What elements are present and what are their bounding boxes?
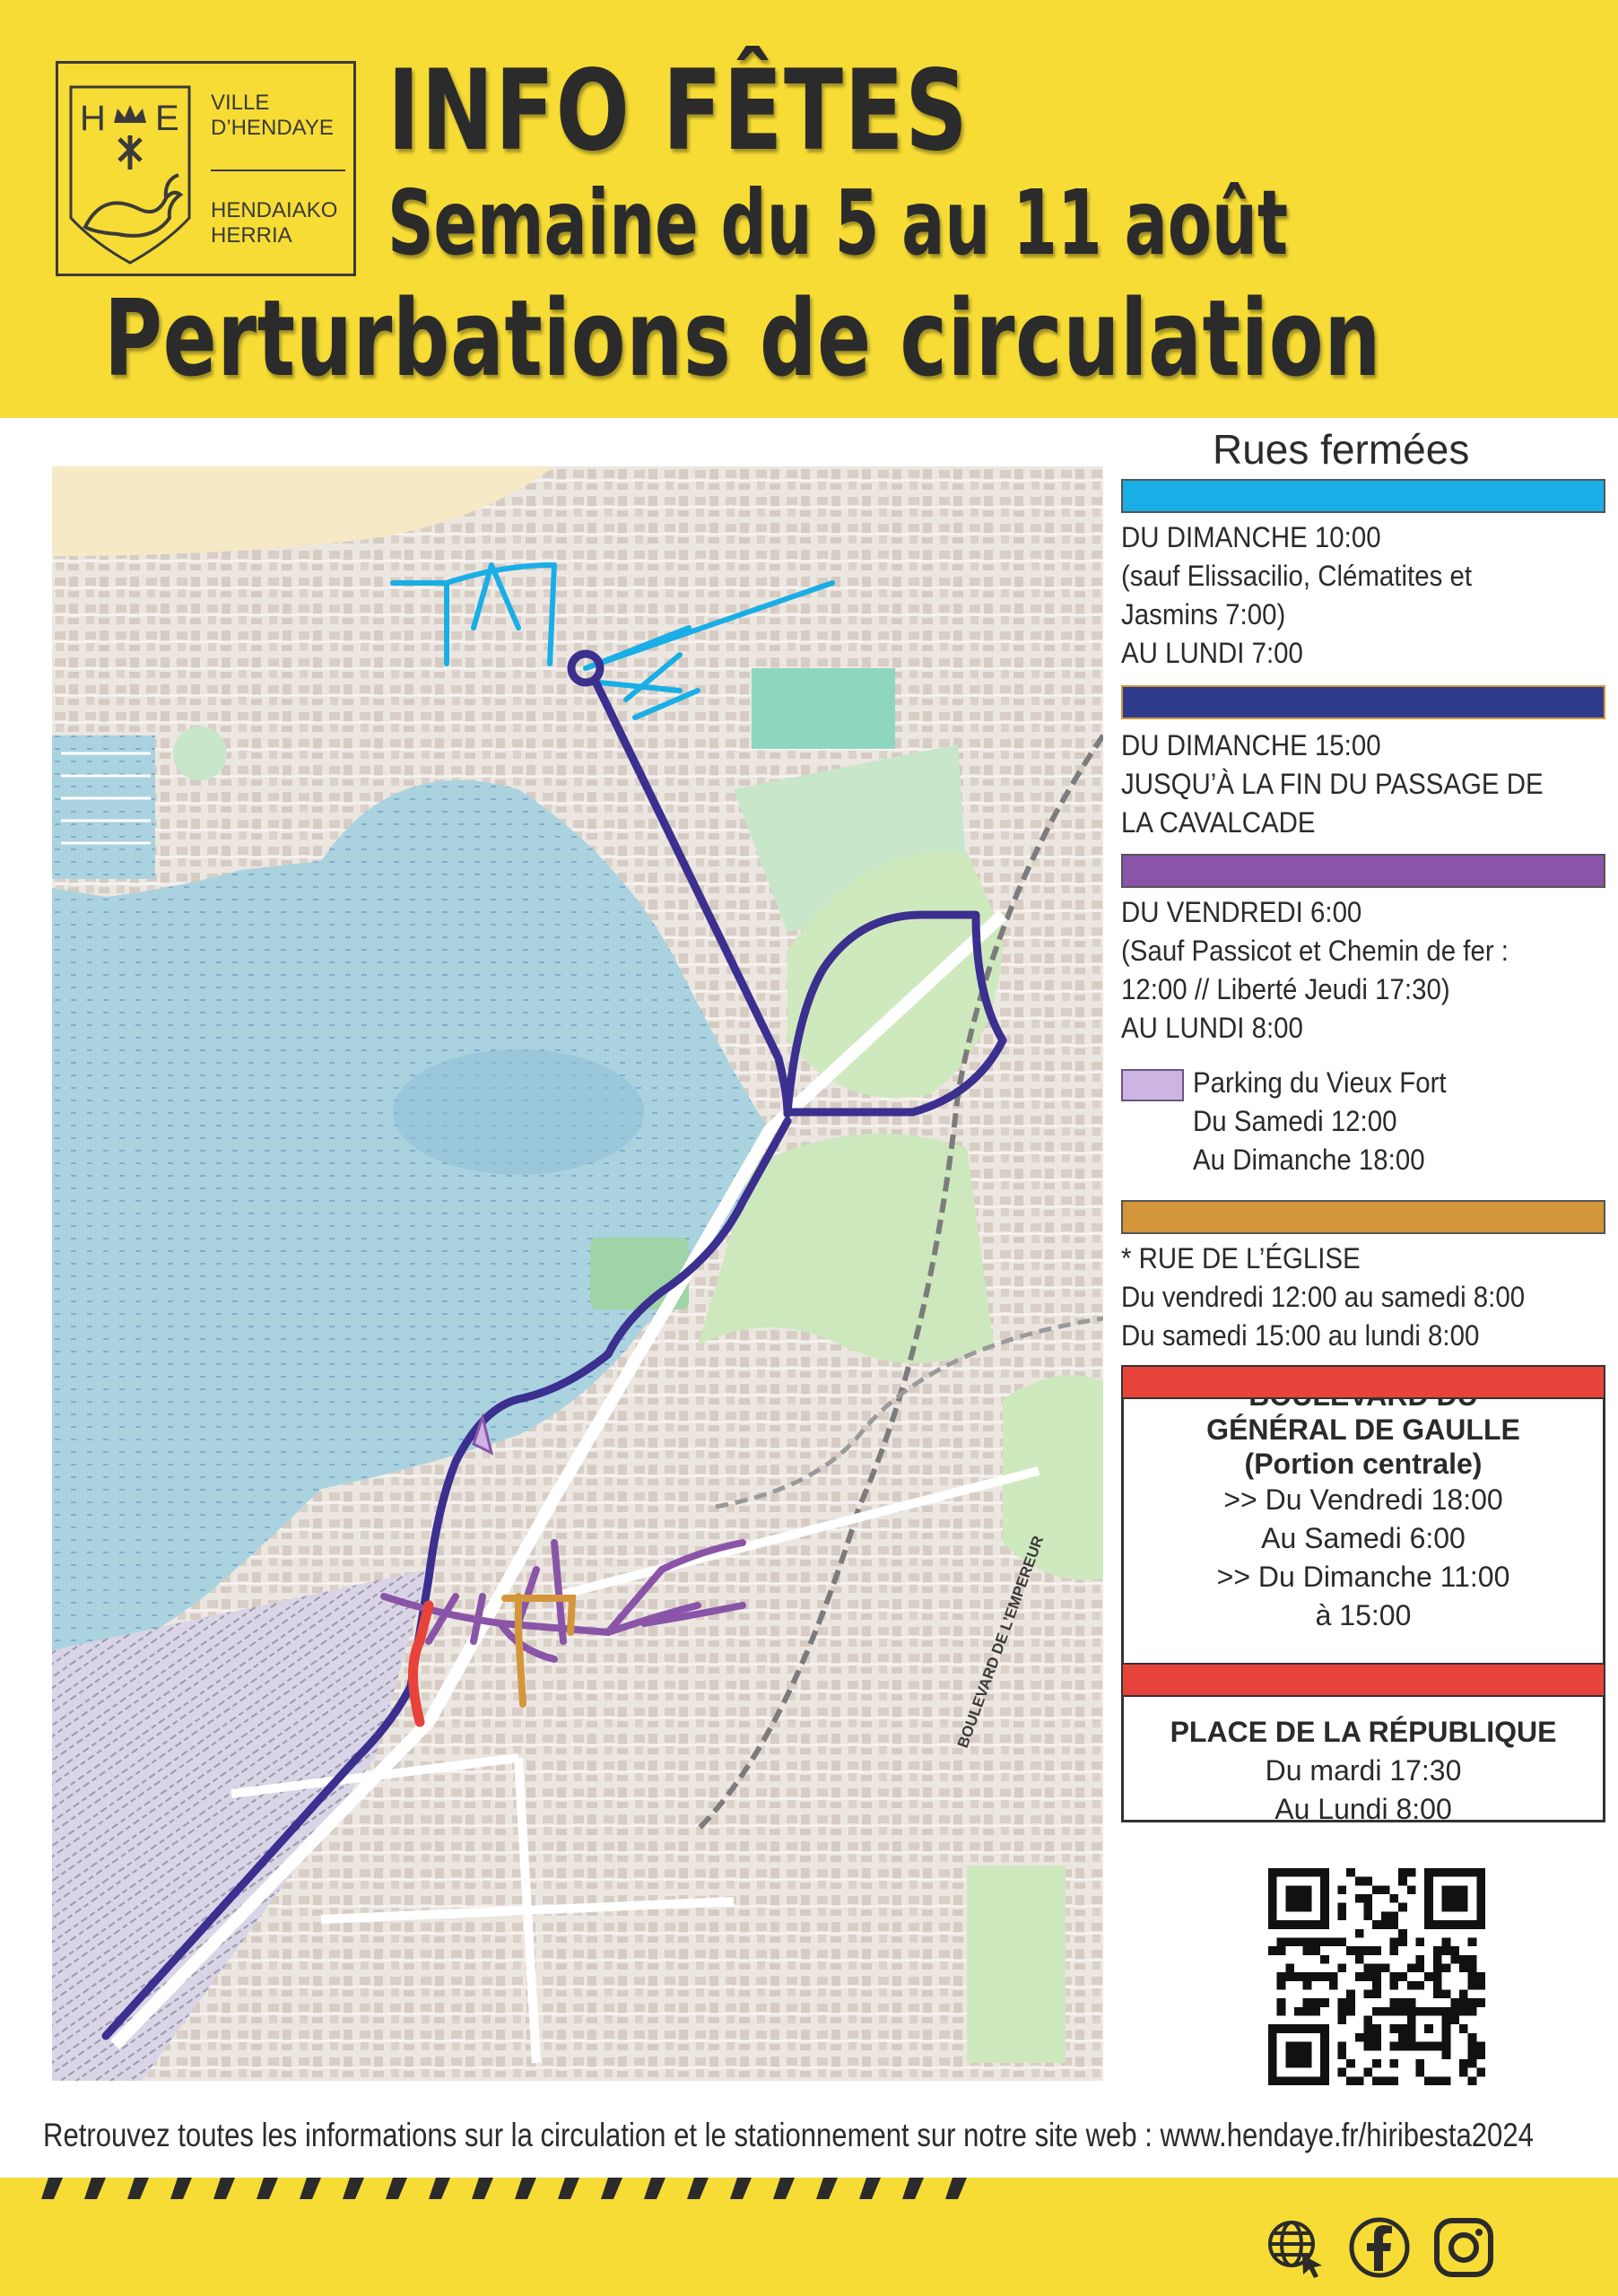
boulevard-line-2: Au Samedi 6:00 [1261, 1522, 1466, 1554]
boulevard-line-3: >> Du Dimanche 11:00 [1216, 1561, 1510, 1593]
swatch-red-place [1121, 1663, 1605, 1697]
traffic-map [52, 466, 1103, 2081]
qr-code[interactable] [1268, 1868, 1485, 2085]
logo-dhendaye: D’HENDAYE [211, 116, 334, 140]
swatch-purple [1121, 854, 1605, 888]
crest-emblem [67, 83, 193, 267]
legend-light-blue-text: DU DIMANCHE 10:00 (sauf Elissacilio, Clématites et Jasmins 7:00) AU LUNDI 7:00 [1121, 521, 1473, 669]
boulevard-line-1: >> Du Vendredi 18:00 [1223, 1483, 1503, 1516]
street-label-empereur: BOULEVARD DE L’EMPEREUR [953, 1533, 1048, 1751]
legend-title: Rues fermées [1213, 426, 1470, 473]
swatch-parking [1121, 1069, 1184, 1101]
legend-purple-text: DU VENDREDI 6:00 (Sauf Passicot et Chemin de fer : 12:00 // Liberté Jeudi 17:30) AU LUNDI 8:00 [1121, 896, 1509, 1044]
logo-divider [211, 170, 345, 171]
svg-text:H: H [80, 99, 106, 138]
swatch-red-boulevard [1121, 1365, 1605, 1399]
boulevard-head-2: GÉNÉRAL DE GAULLE [1206, 1413, 1520, 1446]
legend-ochre-text: * RUE DE L’ÉGLISE Du vendredi 12:00 au samedi 8:00 Du samedi 15:00 au lundi 8:00 [1121, 1242, 1526, 1352]
footer-banner [0, 2178, 1618, 2296]
logo-herria: HERRIA [211, 223, 292, 248]
legend-parking-text: Parking du Vieux Fort Du Samedi 12:00 Au Dimanche 18:00 [1193, 1066, 1447, 1176]
svg-text:E: E [155, 99, 179, 138]
logo-ville: VILLE [211, 91, 270, 115]
footer-note: Retrouvez toutes les informations sur la circulation et le stationnement sur notre site web : www.hendaye.fr/hiribesta2024 [43, 2117, 1534, 2153]
place-line-2: Au Lundi 8:00 [1274, 1793, 1452, 1825]
boulevard-line-4: à 15:00 [1315, 1599, 1412, 1631]
swatch-light-blue [1121, 479, 1605, 513]
swatch-ochre [1121, 1200, 1605, 1234]
web-icon[interactable] [1263, 2215, 1327, 2280]
logo-hendaiako: HENDAIAKO [211, 198, 338, 222]
legend-dark-blue-text: DU DIMANCHE 15:00 JUSQU’À LA FIN DU PASSAGE DE LA CAVALCADE [1121, 729, 1544, 839]
boulevard-box [1121, 1365, 1605, 1674]
facebook-icon[interactable] [1347, 2215, 1412, 2280]
city-logo [56, 61, 356, 276]
swatch-dark-blue [1121, 685, 1605, 719]
instagram-icon[interactable] [1431, 2215, 1496, 2280]
boulevard-head-3: (Portion centrale) [1244, 1448, 1483, 1480]
subtitle-week: Semaine du 5 au 11 août [387, 170, 1289, 275]
footer-dashes [36, 2178, 987, 2201]
title-info-fetes: INFO FÊTES [387, 47, 970, 176]
place-head: PLACE DE LA RÉPUBLIQUE [1170, 1716, 1557, 1748]
place-line-1: Du mardi 17:30 [1265, 1754, 1462, 1787]
headline-perturbations: Perturbations de circulation [104, 276, 1382, 400]
header-banner [0, 0, 1618, 418]
